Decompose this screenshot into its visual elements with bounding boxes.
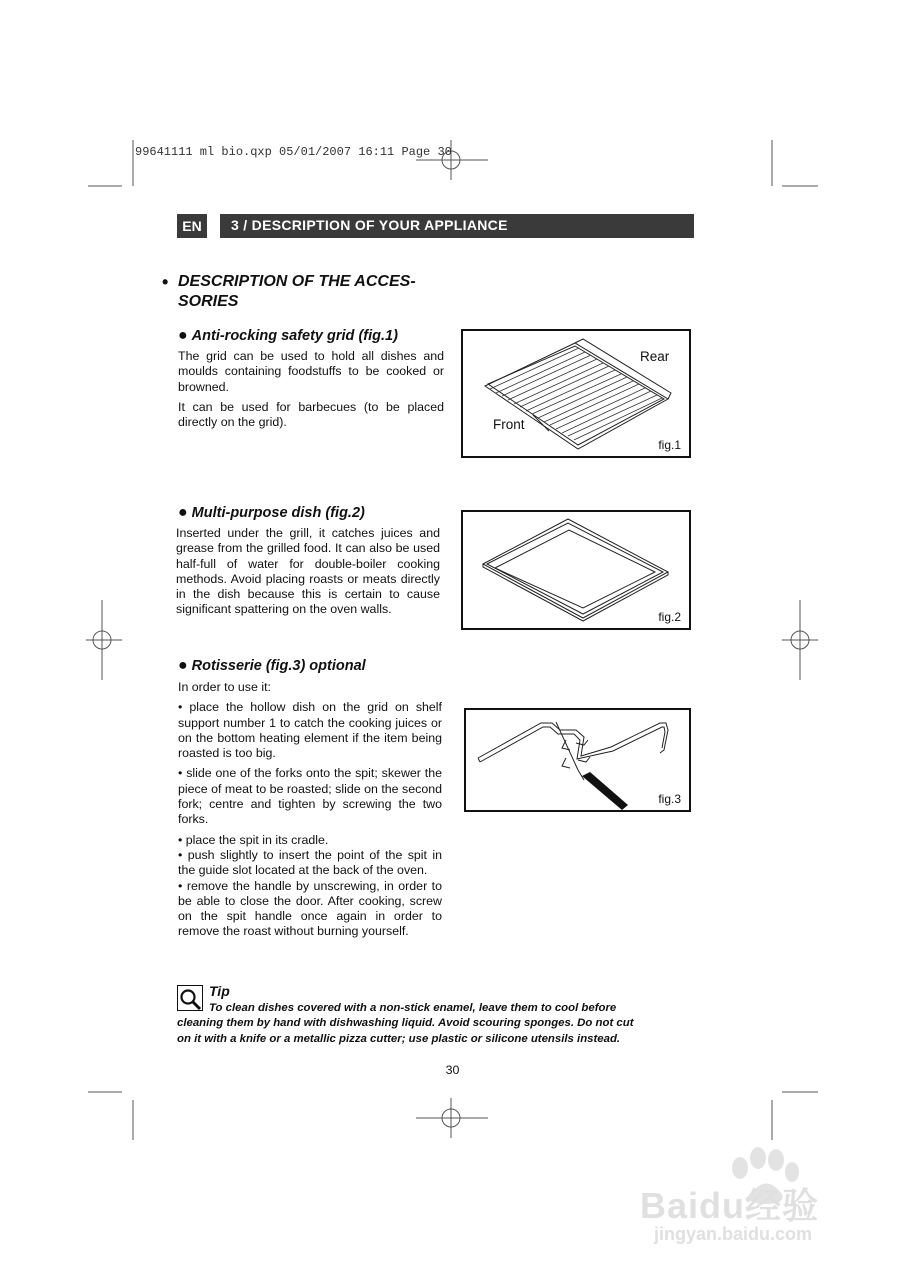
rotisserie-section-title: ● Rotisserie (fig.3) optional — [178, 657, 366, 674]
tip-text: To clean dishes covered with a non-stick enamel, leave them to cool before cleaning them by hand with dishwashing liquid. Avoid scouring sponges. Do not cut on it with a knife or a metallic pizza cutter; use plastic or silicone utensils instead. — [177, 1002, 634, 1045]
bullet-icon: ● — [178, 327, 188, 344]
grid-section-title: ● Anti-rocking safety grid (fig.1) — [178, 327, 398, 344]
tip-title: Tip — [209, 983, 230, 999]
baking-tray-drawing — [463, 512, 689, 628]
rear-label: Rear — [640, 349, 670, 364]
rotisserie-description: In order to use it: • place the hollow dish on the grid on shelf support number 1 to catch the cooking juices or on the bottom heating element if the item being roasted is too big. • slide one of the forks onto the spit; skewer the piece of meat to be roasted; slide on the second fork; centre and tighten by screwing the two forks. • place the spit in its cradle. • push slightly to insert the point of the spit in the guide slot located at the back of the oven. • remove the handle by unscrewing, in order to be able to close the door. After cooking, screw on the spit handle once again in order to remove the roast without burning yourself. — [178, 680, 442, 939]
bullet-icon: ● — [178, 657, 188, 674]
figure-1-caption: fig.1 — [658, 438, 681, 452]
section-header: 3 / DESCRIPTION OF YOUR APPLIANCE — [220, 214, 694, 238]
dish-section-title: ● Multi-purpose dish (fig.2) — [178, 504, 365, 521]
figure-1 — [461, 329, 691, 458]
watermark-url: jingyan.baidu.com — [654, 1224, 813, 1244]
page-number: 30 — [445, 1063, 460, 1077]
baidu-watermark — [640, 1148, 890, 1258]
figure-3 — [464, 708, 691, 812]
figure-2-caption: fig.2 — [658, 610, 681, 624]
rotisserie-drawing — [466, 710, 689, 810]
title-bullet: • — [162, 272, 169, 292]
watermark-brand: Baidu经验 — [640, 1185, 820, 1226]
dish-description: Inserted under the grill, it catches juices and grease from the grilled food. It can also be used half-full of water for double-boiler cooking methods. Avoid placing roasts or meats directly in the dish because this is certain to cause significant spattering on the oven walls. — [176, 526, 440, 617]
front-label: Front — [493, 417, 525, 432]
print-slug: 99641111 ml bio.qxp 05/01/2007 16:11 Page 30 — [135, 145, 452, 159]
figure-3-caption: fig.3 — [658, 792, 681, 806]
language-badge: EN — [177, 214, 207, 238]
page-title: DESCRIPTION OF THE ACCES- SORIES — [178, 273, 416, 310]
bullet-icon: ● — [178, 504, 188, 521]
grid-description: The grid can be used to hold all dishes and moulds containing foodstuffs to be cooked or browned. It can be used for barbecues (to be placed directly on the grid). — [178, 349, 444, 430]
figure-2 — [461, 510, 691, 630]
